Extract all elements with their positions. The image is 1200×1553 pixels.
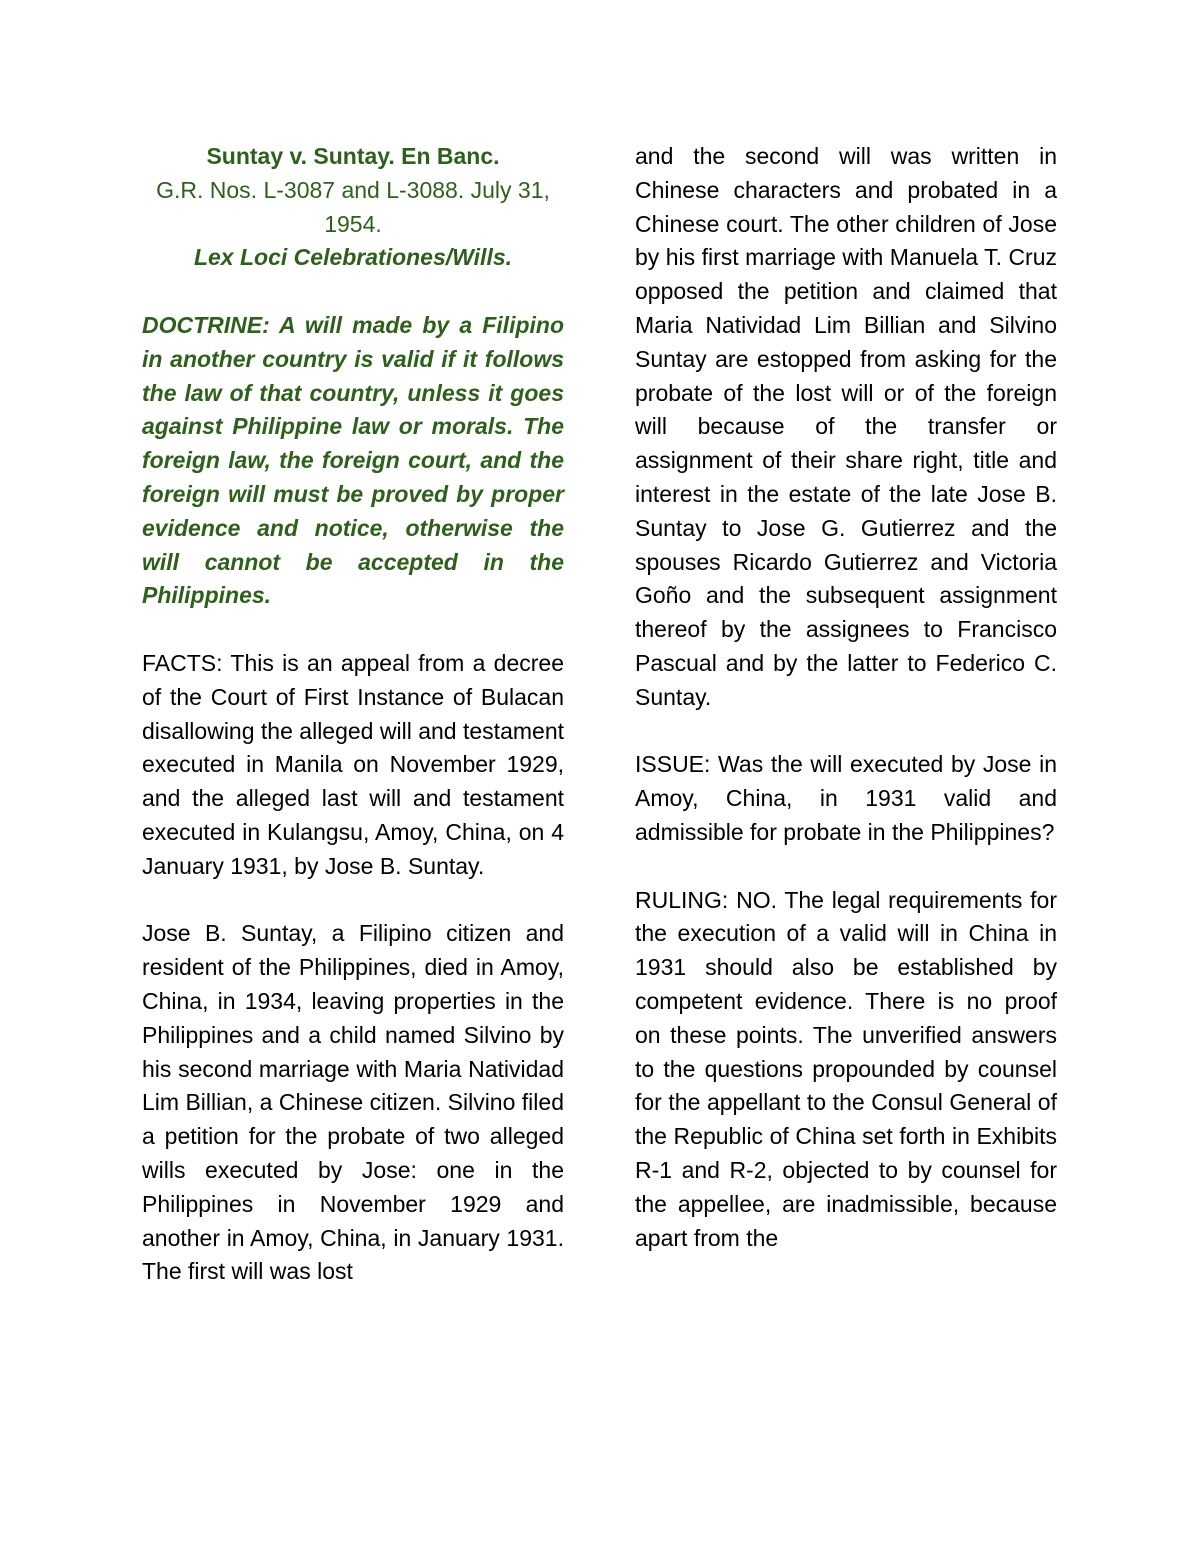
- case-heading: [142, 140, 564, 275]
- case-title: Suntay v. Suntay. En Banc.: [206, 143, 500, 169]
- right-column: [635, 140, 1057, 1255]
- case-topic: Lex Loci Celebrationes/Wills.: [193, 244, 513, 271]
- facts-paragraph-2: Jose B. Suntay, a Filipino citizen and resident of the Philippines, died in Amoy, China, in 1934, leaving properties in the Philippines and a child named Silvino by his second marriage with Maria Natividad Lim Billian, a Chinese citizen. Silvino filed a petition for the probate of two alleged wills executed by Jose: one in the Philippines in November 1929 and another in Amoy, China, in January 1931. The first will was lost: [142, 920, 564, 1285]
- ruling-paragraph: RULING: NO. The legal requirements for the execution of a valid will in China in 1931 should also be established by competent evidence. There is no proof on these points. The unverified answers to the questions propounded by counsel for the appellant to the Consul General of the Republic of China set forth in Exhibits R-1 and R-2, objected to by counsel for the appellee, are inadmissible, because apart from the: [635, 886, 1057, 1251]
- left-column: [142, 140, 564, 1289]
- case-reference: G.R. Nos. L-3087 and L-3088. July 31, 1954.: [156, 176, 550, 237]
- issue-paragraph: ISSUE: Was the will executed by Jose in Amoy, China, in 1931 valid and admissible for probate in the Philippines?: [635, 751, 1057, 845]
- doctrine-paragraph: DOCTRINE: A will made by a Filipino in another country is valid if it follows the law of that country, unless it goes against Philippine law or morals. The foreign law, the foreign court, and the foreign will must be proved by proper evidence and notice, otherwise the will cannot be accepted in the Philippines.: [142, 311, 564, 609]
- facts-paragraph-1: FACTS: This is an appeal from a decree of the Court of First Instance of Bulacan disallowing the alleged will and testament executed in Manila on November 1929, and the alleged last will and testament executed in Kulangsu, Amoy, China, on 4 January 1931, by Jose B. Suntay.: [142, 649, 564, 879]
- facts-paragraph-2-continued: and the second will was written in Chinese characters and probated in a Chinese court. The other children of Jose by his first marriage with Manuela T. Cruz opposed the petition and claimed that Maria Natividad Lim Billian and Silvino Suntay are estopped from asking for the probate of the lost will or of the foreign will because of the transfer or assignment of their share right, title and interest in the estate of the late Jose B. Suntay to Jose G. Gutierrez and the spouses Ricardo Gutierrez and Victoria Goño and the subsequent assignment thereof by the assignees to Francisco Pascual and by the latter to Federico C. Suntay.: [635, 143, 1057, 710]
